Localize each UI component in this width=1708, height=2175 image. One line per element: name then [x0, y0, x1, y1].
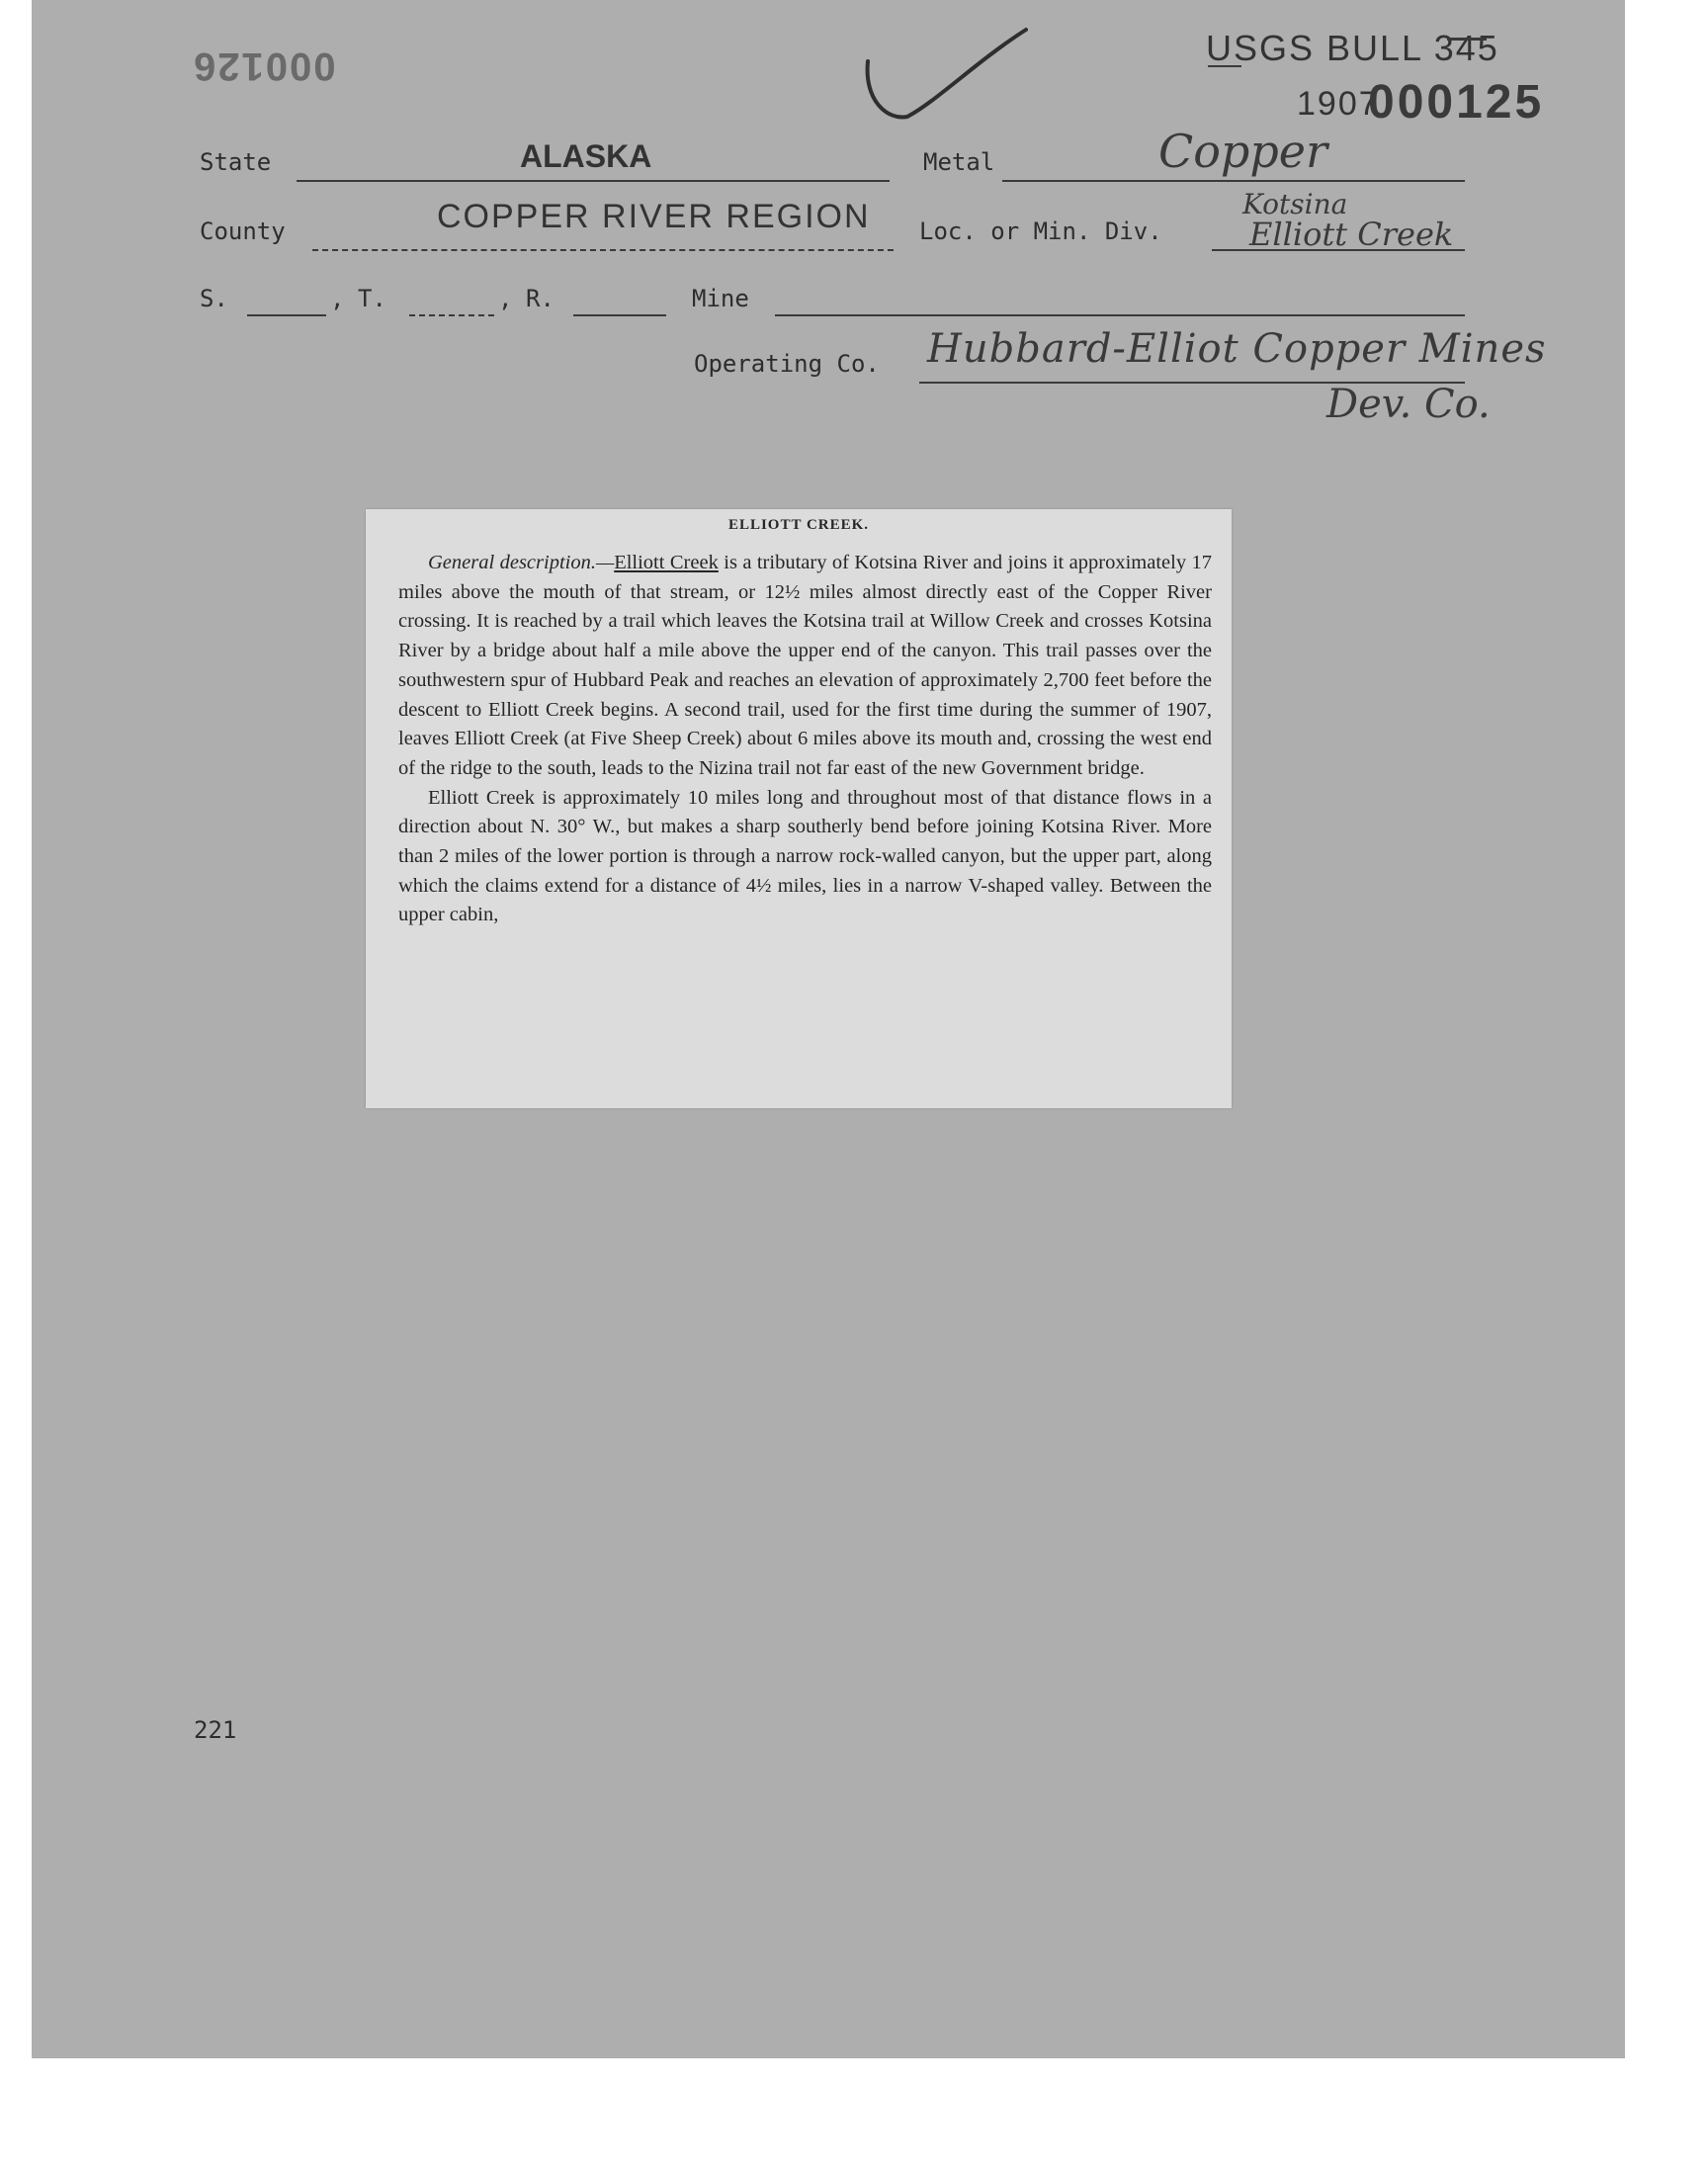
metal-label: Metal — [923, 148, 995, 176]
comma-1: , — [330, 285, 345, 312]
mine-line — [775, 314, 1465, 316]
township-label: T. — [358, 285, 386, 312]
section-label: S. — [200, 285, 228, 312]
section-line — [247, 314, 326, 316]
page-number: 221 — [194, 1716, 237, 1744]
bull-number-overline — [1447, 38, 1487, 41]
metal-value: Copper — [1158, 125, 1327, 178]
newspaper-clipping — [366, 509, 1232, 1108]
operating-co-value: Hubbard-Elliot Copper Mines — [927, 326, 1547, 372]
mine-label: Mine — [692, 285, 749, 312]
year-reference: 1907 — [1297, 85, 1380, 123]
township-line — [409, 314, 494, 316]
index-card — [32, 0, 1625, 2058]
clipping-paragraph-1 — [398, 549, 1212, 784]
check-mark-icon — [858, 22, 1036, 130]
clipping-paragraph-2: Elliott Creek is approximately 10 miles long and throughout most of that distance flows in a direction about N. 30° W., but makes a sharp southerly bend before joining Kotsina River. More than 2 miles of the lower portion is through a narrow rock-walled canyon, but the upper part, along which the claims extend for a distance of 4½ miles, lies in a narrow V-shaped valley. Between the upper cabin, — [398, 786, 1212, 926]
metal-line — [1002, 180, 1465, 182]
operating-co-label: Operating Co. — [694, 350, 880, 378]
county-value: COPPER RIVER REGION — [437, 198, 871, 235]
loc-label: Loc. or Min. Div. — [919, 218, 1162, 245]
state-line — [297, 180, 890, 182]
comma-2: , — [498, 285, 513, 312]
usgs-underline — [1208, 65, 1241, 67]
loc-value-kotsina: Kotsina — [1242, 188, 1348, 220]
serial-stamp-upside-down: 000126 — [192, 44, 336, 88]
clipping-paragraph-1-text: is a tributary of Kotsina River and joins it approximately 17 miles above the mouth of that stream, or 12½ miles almost directly east of the Copper River crossing. It is reached by a trail which leaves the Kotsina trail at Willow Creek and crosses Kotsina River by a bridge about half a mile above the upper end of the canyon. This trail passes over the southwestern spur of Hubbard Peak and reaches an elevation of approximately 2,700 feet before the descent to Elliott Creek begins. A second trail, used for the first time during the summer of 1907, leaves Elliott Creek (at Five Sheep Creek) about 6 miles above its mouth and, crossing the west end of the ridge to the south, leads to the Nizina trail not far east of the new Government bridge. — [398, 552, 1212, 779]
clipping-lead-label: General description.— — [428, 552, 615, 573]
loc-value-elliott-creek: Elliott Creek — [1249, 216, 1454, 253]
clipping-title: ELLIOTT CREEK. — [727, 517, 870, 533]
serial-number: 000125 — [1368, 76, 1545, 129]
clipping-lead-subject: Elliott Creek — [614, 552, 719, 573]
range-line — [573, 314, 666, 316]
county-line — [312, 249, 894, 251]
clipping-body — [398, 549, 1212, 930]
state-value: ALASKA — [520, 138, 652, 174]
range-label: R. — [526, 285, 555, 312]
county-label: County — [200, 218, 286, 245]
operating-co-value-cont: Dev. Co. — [1326, 382, 1491, 427]
state-label: State — [200, 148, 272, 176]
usgs-reference: USGS BULL 345 — [1206, 28, 1499, 68]
